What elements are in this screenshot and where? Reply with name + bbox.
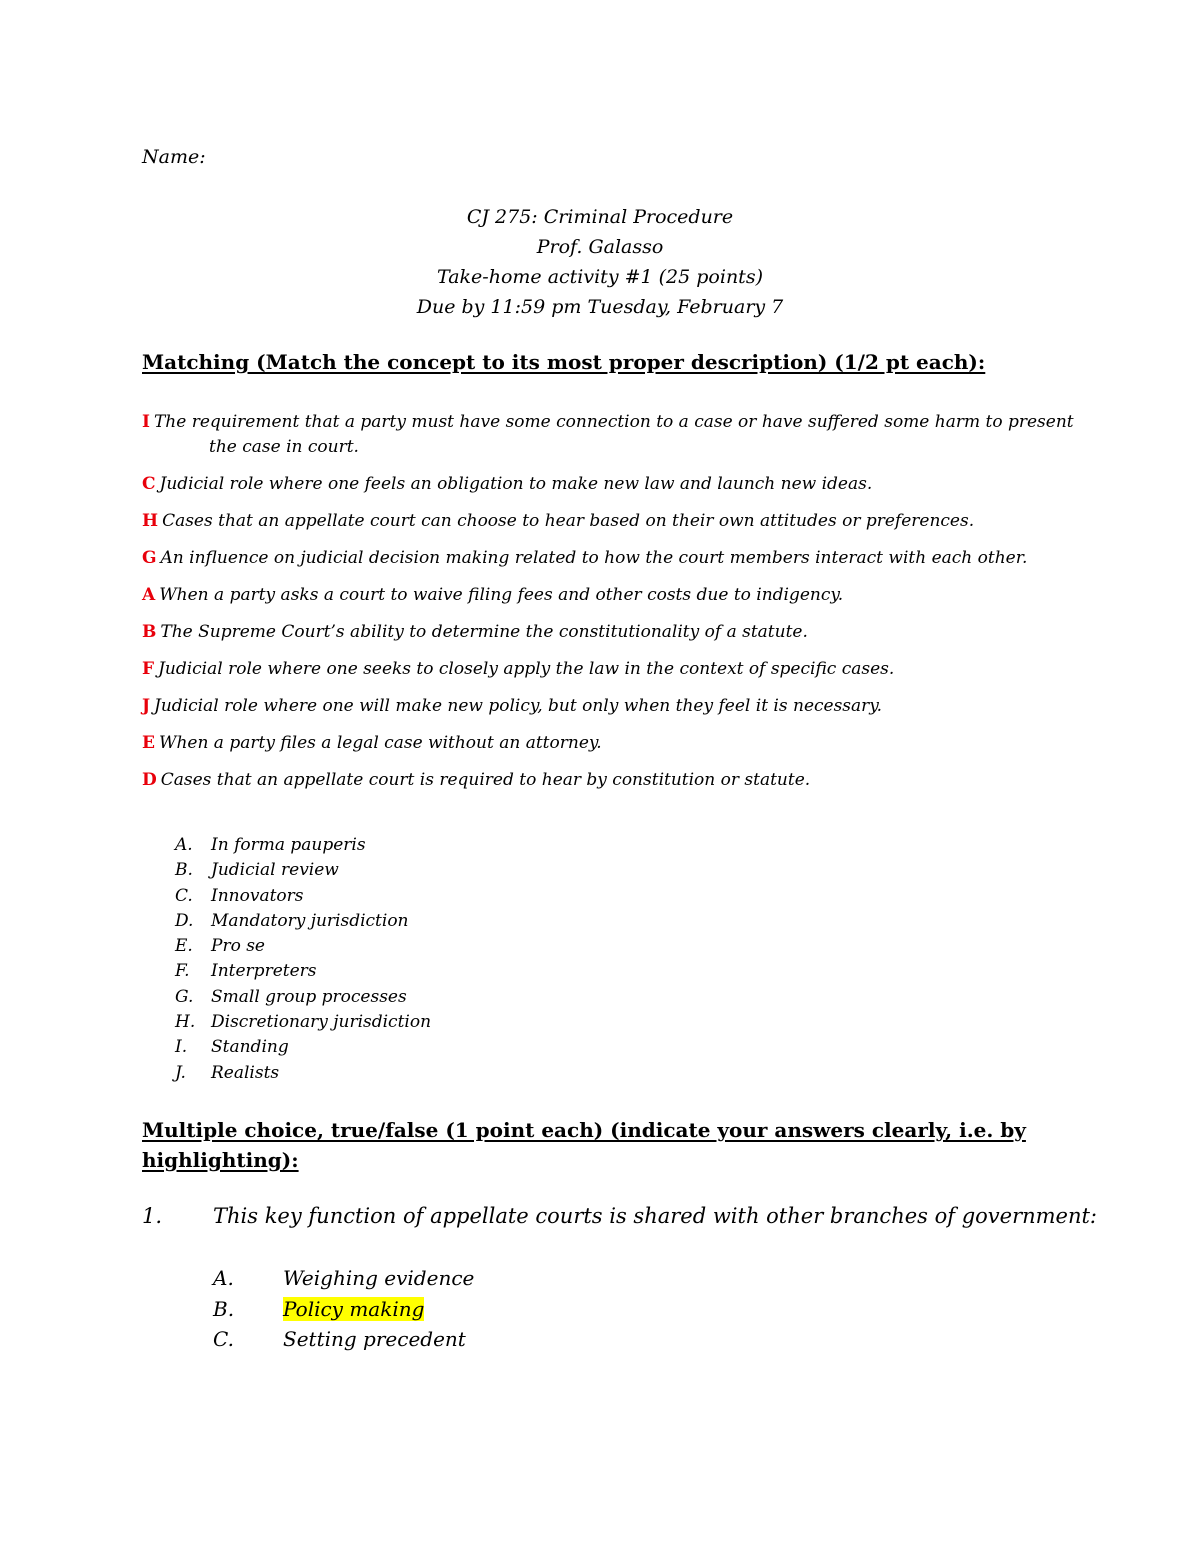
matching-description: The requirement that a party must have some connection to a case or have suffered some harm to present the case in court. (153, 412, 1074, 457)
multiple-choice-heading (142, 1115, 1026, 1175)
matching-description: The Supreme Court’s ability to determine the constitutionality of a statute. (160, 622, 808, 642)
option-item (175, 959, 431, 984)
matching-answer: I (142, 412, 150, 432)
multiple-choice-heading-line: Multiple choice, true/false (1 point each) (indicate your answers clearly, i.e. by (142, 1118, 1026, 1142)
option-text: Small group processes (211, 986, 407, 1007)
option-item (175, 833, 431, 858)
option-letter: I. (175, 1037, 188, 1058)
option-letter: H. (175, 1012, 196, 1033)
option-text: In forma pauperis (211, 835, 366, 855)
option-text: Judicial review (211, 860, 339, 881)
matching-answer: A (142, 585, 156, 605)
matching-heading: Matching (Match the concept to its most proper description) (1/2 pt each): (142, 350, 986, 374)
course-title: CJ 275: Criminal Procedure (466, 206, 734, 228)
matching-item (142, 768, 1082, 793)
option-text: Discretionary jurisdiction (211, 1012, 432, 1033)
matching-answer: C (142, 474, 156, 494)
option-text: Standing (211, 1037, 289, 1058)
answer-choice-selected[interactable] (213, 1294, 474, 1325)
matching-item (142, 694, 1082, 719)
option-letter: F. (175, 961, 190, 982)
matching-description: When a party files a legal case without an attorney. (158, 733, 602, 753)
option-letter: B. (175, 860, 193, 881)
choice-text: Setting precedent (283, 1327, 466, 1351)
matching-answer: F (142, 659, 155, 679)
matching-options-list (175, 833, 431, 1086)
option-letter: C. (175, 885, 193, 906)
matching-description: Cases that an appellate court can choose to hear based on their own attitudes or preferences. (162, 511, 975, 531)
option-letter: D. (175, 910, 194, 931)
choice-letter: B. (213, 1296, 235, 1321)
option-text: Innovators (211, 885, 304, 906)
answer-choice[interactable] (213, 1263, 474, 1294)
matching-description: Judicial role where one seeks to closely apply the law in the context of specific cases. (158, 659, 895, 679)
option-text: Realists (211, 1062, 280, 1083)
matching-description: When a party asks a court to waive filing fees and other costs due to indigency. (159, 585, 844, 605)
matching-answer: E (142, 733, 155, 753)
option-letter: J. (175, 1062, 186, 1083)
matching-answer: D (142, 770, 157, 790)
option-item (175, 884, 431, 909)
matching-description: An influence on judicial decision making related to how the court members interact with each other. (160, 548, 1028, 568)
matching-description: Judicial role where one feels an obligation to make new law and launch new ideas. (159, 474, 873, 494)
question-1-choices (213, 1263, 474, 1355)
activity-title: Take-home activity #1 (25 points) (437, 266, 763, 288)
matching-answer: J (142, 696, 151, 716)
option-item (175, 909, 431, 934)
matching-answer: B (142, 622, 157, 642)
answer-choice[interactable] (213, 1324, 474, 1355)
multiple-choice-heading-line: highlighting): (142, 1148, 299, 1172)
matching-item (142, 410, 1082, 460)
option-text: Interpreters (211, 961, 317, 982)
matching-answer: H (142, 511, 159, 531)
matching-item (142, 546, 1082, 571)
matching-description: Cases that an appellate court is required to hear by constitution or statute. (160, 770, 811, 790)
option-item (175, 858, 431, 883)
option-text: Mandatory jurisdiction (211, 910, 409, 931)
option-item (175, 934, 431, 959)
question-number: 1. (142, 1204, 163, 1228)
question-1 (142, 1204, 1097, 1228)
choice-letter: A. (213, 1266, 234, 1290)
option-item (175, 1010, 431, 1035)
choice-text-highlighted: Policy making (283, 1296, 425, 1321)
matching-item (142, 583, 1082, 608)
option-item (175, 985, 431, 1010)
due-date: Due by 11:59 pm Tuesday, February 7 (416, 296, 784, 318)
option-letter: E. (175, 936, 193, 957)
option-letter: A. (175, 835, 193, 855)
document-header (0, 202, 1200, 322)
choice-letter: C. (213, 1327, 234, 1351)
matching-item (142, 620, 1082, 645)
option-text: Pro se (211, 936, 265, 957)
matching-item (142, 657, 1082, 682)
matching-item (142, 509, 1082, 534)
option-letter: G. (175, 986, 194, 1007)
matching-description: Judicial role where one will make new policy, but only when they feel it is necessary. (154, 696, 883, 716)
choice-text: Weighing evidence (283, 1266, 475, 1290)
matching-answer: G (142, 548, 157, 568)
matching-list (142, 410, 1082, 805)
professor-name: Prof. Galasso (536, 236, 664, 258)
option-item (175, 1061, 431, 1086)
option-item (175, 1035, 431, 1060)
name-label: Name: (142, 146, 206, 168)
matching-item (142, 731, 1082, 756)
question-text: This key function of appellate courts is shared with other branches of government: (213, 1204, 1098, 1228)
matching-item (142, 472, 1082, 497)
